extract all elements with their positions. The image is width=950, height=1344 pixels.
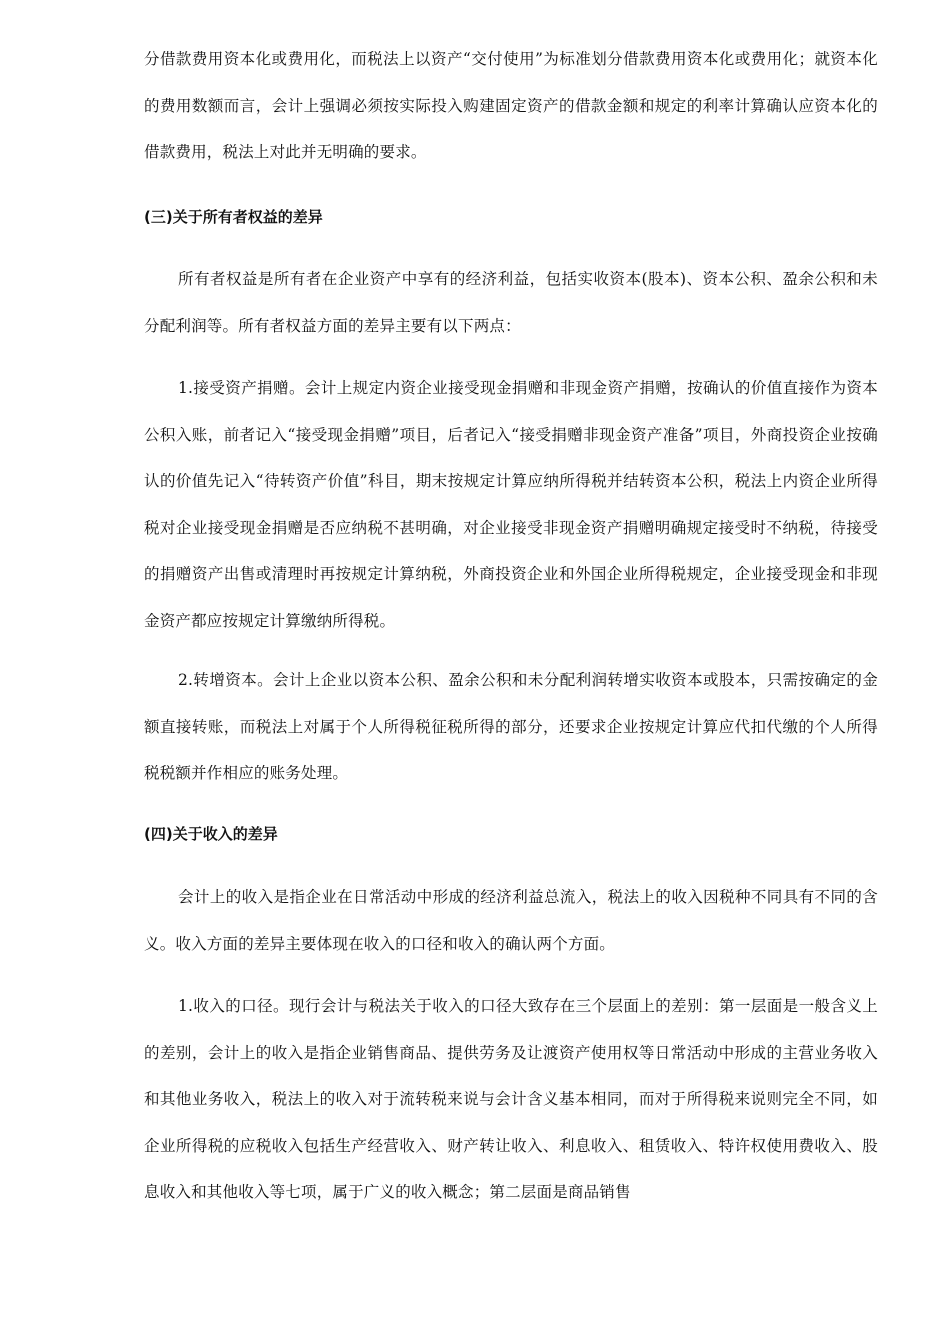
paragraph-capital-increase: 2.转增资本。会计上企业以资本公积、盈余公积和未分配利润转增实收资本或股本，只需按确定的金额直接转账，而税法上对属于个人所得税征税所得的部分，还要求企业按规定计算应代扣代缴的个人所得税税额并作相应的账务处理。: [144, 671, 878, 782]
section-heading-owners-equity: (三)关于所有者权益的差异: [144, 208, 323, 226]
paragraph-donated-assets: 1.接受资产捐赠。会计上规定内资企业接受现金捐赠和非现金资产捐赠，按确认的价值直接作为资本公积入账，前者记入“接受现金捐赠”项目，后者记入“接受捐赠非现金资产准备”项目，外商投资企业按确认的价值先记入“待转资产价值”科目，期末按规定计算应纳所得税并结转资本公积，税法上内资企业所得税对企业接受现金捐赠是否应纳税不甚明确，对企业接受非现金资产捐赠明确规定接受时不纳税，待接受的捐赠资产出售或清理时再按规定计算纳税，外商投资企业和外国企业所得税规定，企业接受现金和非现金资产都应按规定计算缴纳所得税。: [144, 379, 878, 630]
section-heading-revenue: (四)关于收入的差异: [144, 825, 278, 843]
paragraph-borrowing-costs-continued: 分借款费用资本化或费用化，而税法上以资产“交付使用”为标准划分借款费用资本化或费用化；就资本化的费用数额而言，会计上强调必须按实际投入购建固定资产的借款金额和规定的利率计算确认应资本化的借款费用，税法上对此并无明确的要求。: [144, 50, 878, 161]
paragraph-revenue-intro: 会计上的收入是指企业在日常活动中形成的经济利益总流入，税法上的收入因税种不同具有不同的含义。收入方面的差异主要体现在收入的口径和收入的确认两个方面。: [144, 888, 878, 953]
paragraph-owners-equity-intro: 所有者权益是所有者在企业资产中享有的经济利益，包括实收资本(股本)、资本公积、盈余公积和未分配利润等。所有者权益方面的差异主要有以下两点：: [144, 270, 878, 335]
paragraph-revenue-scope: 1.收入的口径。现行会计与税法关于收入的口径大致存在三个层面上的差别：第一层面是一般含义上的差别，会计上的收入是指企业销售商品、提供劳务及让渡资产使用权等日常活动中形成的主营业务收入和其他业务收入，税法上的收入对于流转税来说与会计含义基本相同，而对于所得税来说则完全不同，如企业所得税的应税收入包括生产经营收入、财产转让收入、利息收入、租赁收入、特许权使用费收入、股息收入和其他收入等七项，属于广义的收入概念；第二层面是商品销售: [144, 997, 878, 1201]
